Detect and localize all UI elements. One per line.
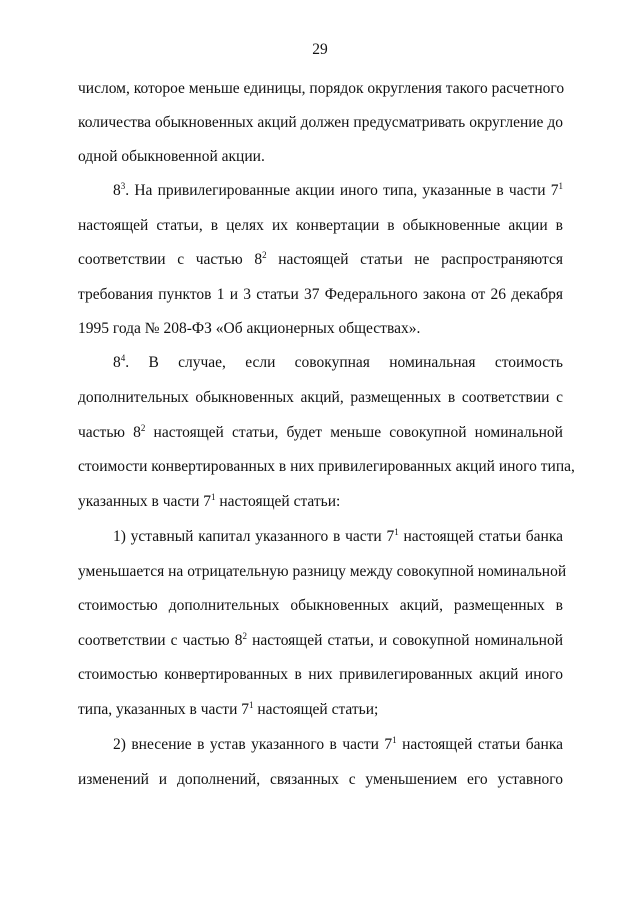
line-text-b: настоящей статьи банка <box>398 528 564 545</box>
line-text-b: . На привилегированные акции иного типа, указанные в части 7 <box>125 182 559 199</box>
text-line-8 <box>78 319 563 339</box>
line-text-a: соответствии с частью 8 <box>78 251 263 268</box>
line-text: 1995 года № 208-ФЗ «Об акционерных обществах». <box>78 320 421 337</box>
line-text-b: настоящей статьи; <box>253 701 379 718</box>
line-text: стоимостью конвертированных в них привилегированных акций иного <box>78 666 563 683</box>
line-text-a: указанных в части 7 <box>78 493 211 510</box>
text-line-13 <box>78 492 563 512</box>
line-text-b: настоящей статьи, и совокупной номинальной <box>246 632 564 649</box>
text-line-16 <box>78 596 563 616</box>
line-text-b: настоящей статьи не распространяются <box>266 251 564 268</box>
line-text: стоимостью дополнительных обыкновенных акций, размещенных в <box>78 597 563 614</box>
text-line-3 <box>78 147 563 167</box>
line-text: дополнительных обыкновенных акций, размещенных в соответствии с <box>78 389 563 406</box>
line-text-a: типа, указанных в части 7 <box>78 701 249 718</box>
text-line-20 <box>113 735 563 755</box>
text-line-11 <box>78 423 563 443</box>
line-text-b: настоящей статьи, будет меньше совокупной номинальной <box>145 424 563 441</box>
text-line-1 <box>78 79 563 99</box>
line-text: числом, которое меньше единицы, порядок округления такого расчетного <box>78 80 565 97</box>
line-text-b: настоящей статьи: <box>215 493 341 510</box>
text-line-19 <box>78 700 563 720</box>
line-text-b: настоящей статьи банка <box>396 736 563 753</box>
line-text-a: 2) внесение в устав указанного в части 7 <box>113 736 393 753</box>
line-text: настоящей статьи, в целях их конвертации в обыкновенные акции в <box>78 217 563 234</box>
line-text: количества обыкновенных акций должен предусматривать округление до <box>78 114 563 131</box>
text-line-15 <box>78 562 567 582</box>
text-line-6 <box>78 250 563 270</box>
superscript: 1 <box>394 527 399 537</box>
text-line-10 <box>78 388 563 408</box>
text-line-12 <box>78 457 575 477</box>
line-text: изменений и дополнений, связанных с уменьшением его уставного <box>78 771 563 788</box>
page-number: 29 <box>312 41 328 58</box>
line-text: уменьшается на отрицательную разницу между совокупной номинальной <box>78 563 567 580</box>
superscript: 2 <box>262 250 267 260</box>
text-line-7 <box>78 285 563 305</box>
text-line-4 <box>113 181 563 201</box>
superscript: 1 <box>558 181 563 191</box>
superscript: 2 <box>140 423 146 433</box>
text-line-2 <box>78 113 563 133</box>
text-line-9 <box>113 353 563 373</box>
superscript: 1 <box>249 700 254 710</box>
text-line-21 <box>78 770 563 790</box>
superscript: 3 <box>120 181 126 191</box>
line-text: одной обыкновенной акции. <box>78 148 265 165</box>
line-text-a: соответствии с частью 8 <box>78 632 243 649</box>
text-line-5 <box>78 216 563 236</box>
text-line-17 <box>78 631 563 651</box>
superscript: 2 <box>242 631 247 641</box>
line-text-a: 1) уставный капитал указанного в части 7 <box>113 528 395 545</box>
line-text-a: частью 8 <box>78 424 141 441</box>
line-text: требования пунктов 1 и 3 статьи 37 Федерального закона от 26 декабря <box>78 286 563 303</box>
text-line-14 <box>113 527 563 547</box>
line-text-b: . В случае, если совокупная номинальная стоимость <box>125 354 563 371</box>
line-text-a: 8 <box>113 182 121 199</box>
superscript: 4 <box>120 353 126 363</box>
superscript: 1 <box>392 735 397 745</box>
line-text-a: 8 <box>113 354 121 371</box>
superscript: 1 <box>211 492 216 502</box>
text-line-18 <box>78 665 563 685</box>
line-text: стоимости конвертированных в них привилегированных акций иного типа, <box>78 458 575 475</box>
